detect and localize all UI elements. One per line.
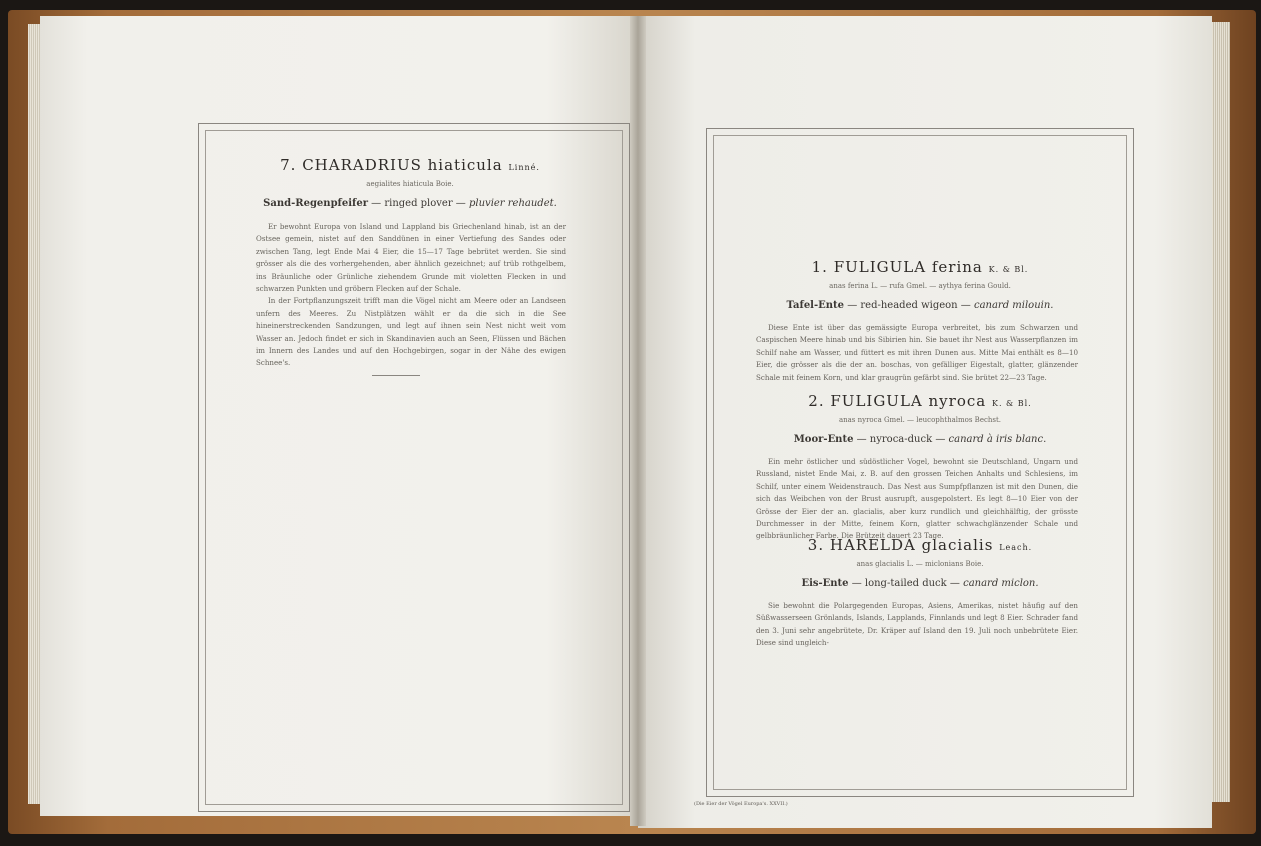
paragraph: Sie bewohnt die Polargegenden Europas, Asiens, Amerikas, nistet häufig auf den Süßwasserseen Grönlands, Islands, Lapplands, Finnlands und legt 8 Eier. Schrader fand den 3. Juni sehr angebrütete, Dr. Kräper auf Island den 19. Juli noch unbebrütete Eier. Diese sind ungleich- — [756, 601, 1078, 648]
right-species-1-body — [756, 322, 1078, 384]
left-species-header — [210, 156, 610, 209]
left-body-text — [256, 221, 566, 370]
species-title: 1. FULIGULA ferina K. & Bl. — [811, 258, 1029, 276]
right-species-2-header — [720, 392, 1120, 445]
species-synonym: aegialites hiaticula Boie. — [366, 180, 454, 188]
page-footer: (Die Eier der Vögel Europa's. XXVII.) — [694, 801, 788, 807]
species-common-names: Eis-Ente — long-tailed duck — canard miclon. — [801, 578, 1039, 589]
species-synonym: anas glacialis L. — miclonians Boie. — [856, 560, 984, 568]
species-common-names: Tafel-Ente — red-headed wigeon — canard milouin. — [786, 300, 1054, 311]
paragraph: In der Fortpflanzungszeit trifft man die Vögel nicht am Meere oder an Landseen unfern des Meeres. Zu Nistplätzen wählt er da die sich in die See hineinerstreckenden Sandzungen, und legt auf ihnen sein Nest nicht weit vom Wasser an. Jedoch findet er sich in Skandinavien auch an Seen, Flüssen und Bächen im Innern des Landes und auf den Hochgebirgen, sogar in der Nähe des ewigen Schnee's. — [256, 296, 566, 368]
right-species-3-body — [756, 600, 1078, 650]
species-title: 3. HARELDA glacialis Leach. — [807, 536, 1033, 554]
paragraph: Er bewohnt Europa von Island und Lappland bis Griechenland hinab, ist an der Ostsee gemein, nistet auf den Sanddünen in einer Vertiefung des Sandes oder zwischen Tang, legt Ende Mai 4 Eier, die 15—17 Tage bebrütet werden. Sie sind grösser als die des vorhergehenden, aber ähnlich gezeichnet; auf trüb rothgelbem, ins Bräunliche oder Grünliche ziehendem Grunde mit violetten Flecken in und schwarzen Punkten und gröbern Flecken auf der Schale. — [256, 222, 566, 294]
right-species-2-body — [756, 456, 1078, 543]
paragraph: Diese Ente ist über das gemässigte Europa verbreitet, bis zum Schwarzen und Caspischen Meere hinab und bis Sibirien hin. Sie bauet ihr Nest aus Wasserpflanzen im Schilf nahe am Wasser, und füttert es mit ihren Dunen aus. Mitte Mai enthält es 8—10 Eier, die grösser als die der an. boschas, von gefälliger Eigestalt, glatter, glänzender Schale mit feinem Korn, und klar graugrün gefärbt sind. Sie brütet 22—23 Tage. — [756, 323, 1078, 382]
section-divider — [372, 375, 420, 376]
right-species-1-header — [720, 258, 1120, 311]
species-title: 7. CHARADRIUS hiaticula Linné. — [280, 156, 540, 174]
species-synonym: anas nyroca Gmel. — leucophthalmos Bechst. — [838, 416, 1002, 424]
species-synonym: anas ferina L. — rufa Gmel. — aythya ferina Gould. — [829, 282, 1011, 290]
species-common-names: Sand-Regenpfeifer — ringed plover — pluvier rehaudet. — [263, 198, 557, 209]
species-title: 2. FULIGULA nyroca K. & Bl. — [808, 392, 1032, 410]
right-species-3-header — [720, 536, 1120, 589]
paragraph: Ein mehr östlicher und südöstlicher Vogel, bewohnt sie Deutschland, Ungarn und Russland, nistet Ende Mai, z. B. auf den grossen Teichen Anhalts und Schlesiens, im Schilf, unter einem Weidenstrauch. Das Nest aus Sumpfpflanzen ist mit den Dunen, die sich das Weibchen von der Brust ausrupft, ausgepolstert. Es legt 8—10 Eier von der Grösse der Eier der an. glacialis, aber kurz rundlich und gleichhälftig, der grösste Durchmesser in der Mitte, feinem Korn, glatter schwachglänzender Schale und gelbbräunlicher Farbe. Die Brützeit dauert 23 Tage. — [756, 457, 1078, 541]
book-gutter — [630, 16, 646, 826]
species-common-names: Moor-Ente — nyroca-duck — canard à iris blanc. — [793, 434, 1047, 445]
